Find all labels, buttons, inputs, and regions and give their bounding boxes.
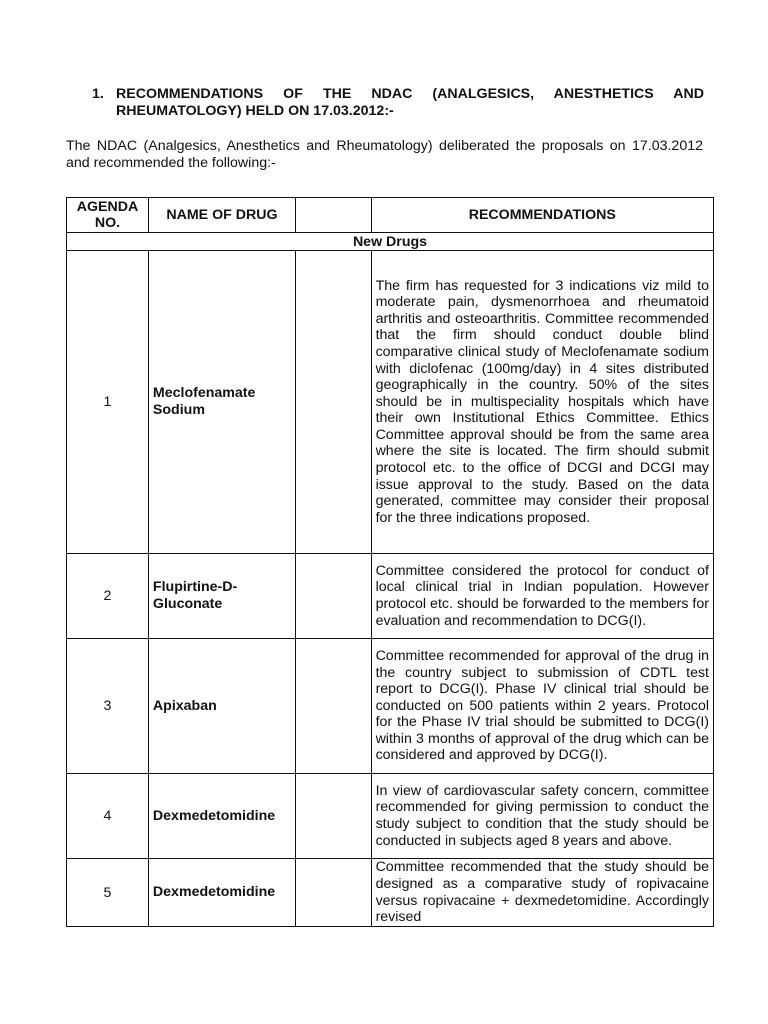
recommendations-table	[66, 197, 714, 927]
section-label: New Drugs	[67, 233, 714, 251]
agenda-number: 3	[67, 639, 149, 774]
section-number: 1.	[92, 86, 104, 102]
blank-cell	[295, 251, 371, 554]
drug-name: Apixaban	[148, 639, 295, 774]
agenda-number: 1	[67, 251, 149, 554]
section-heading	[92, 86, 704, 120]
blank-cell	[295, 639, 371, 774]
header-recommendations: RECOMMENDATIONS	[371, 198, 713, 233]
header-drug-name: NAME OF DRUG	[148, 198, 295, 233]
table-row	[67, 554, 714, 639]
blank-cell	[295, 859, 371, 927]
recommendation-text: In view of cardiovascular safety concern, committee recommended for giving permission to conduct the study subject to condition that the study should be conducted in subjects aged 8 years and above.	[371, 774, 713, 859]
drug-name: Dexmedetomidine	[148, 859, 295, 927]
recommendation-text: Committee considered the protocol for conduct of local clinical trial in Indian population. However protocol etc. should be forwarded to the members for evaluation and recommendation to DCG(I).	[371, 554, 713, 639]
blank-cell	[295, 774, 371, 859]
section-title: RECOMMENDATIONS OF THE NDAC (ANALGESICS, ANESTHETICS AND RHEUMATOLOGY) HELD ON 17.03.2012:-	[116, 86, 704, 119]
header-agenda: AGENDA NO.	[67, 198, 149, 233]
blank-cell	[295, 554, 371, 639]
table-row	[67, 859, 714, 927]
drug-name: Dexmedetomidine	[148, 774, 295, 859]
table-row	[67, 251, 714, 554]
section-row	[67, 233, 714, 251]
recommendation-text: Committee recommended for approval of the drug in the country subject to submission of CDTL test report to DCG(I). Phase IV clinical trial should be conducted on 500 patients within 2 years. Protocol for the Phase IV trial should be submitted to DCG(I) within 3 months of approval of the drug which can be considered and approved by DCG(I).	[371, 639, 713, 774]
agenda-number: 2	[67, 554, 149, 639]
agenda-number: 4	[67, 774, 149, 859]
recommendation-text: Committee recommended that the study should be designed as a comparative study of ropivacaine versus ropivacaine + dexmedetomidine. Accordingly revised	[371, 859, 713, 927]
header-blank	[295, 198, 371, 233]
agenda-number: 5	[67, 859, 149, 927]
drug-name: Flupirtine-D-Gluconate	[148, 554, 295, 639]
intro-paragraph: The NDAC (Analgesics, Anesthetics and Rheumatology) deliberated the proposals on 17.03.2012 and recommended the following:-	[66, 138, 703, 171]
table-header-row	[67, 198, 714, 233]
drug-name: Meclofenamate Sodium	[148, 251, 295, 554]
table-row	[67, 639, 714, 774]
recommendation-text: The firm has requested for 3 indications viz mild to moderate pain, dysmenorrhoea and rheumatoid arthritis and osteoarthritis. Committee recommended that the firm should conduct double blind comparative clinical study of Meclofenamate sodium with diclofenac (100mg/day) in 4 sites distributed geographically in the country. 50% of the sites should be in multispeciality hospitals which have their own Institutional Ethics Committee. Ethics Committee approval should be from the same area where the site is located. The firm should submit protocol etc. to the office of DCGI and DCGI may issue approval to the study. Based on the data generated, committee may consider their proposal for the three indications proposed.	[371, 251, 713, 554]
table-row	[67, 774, 714, 859]
